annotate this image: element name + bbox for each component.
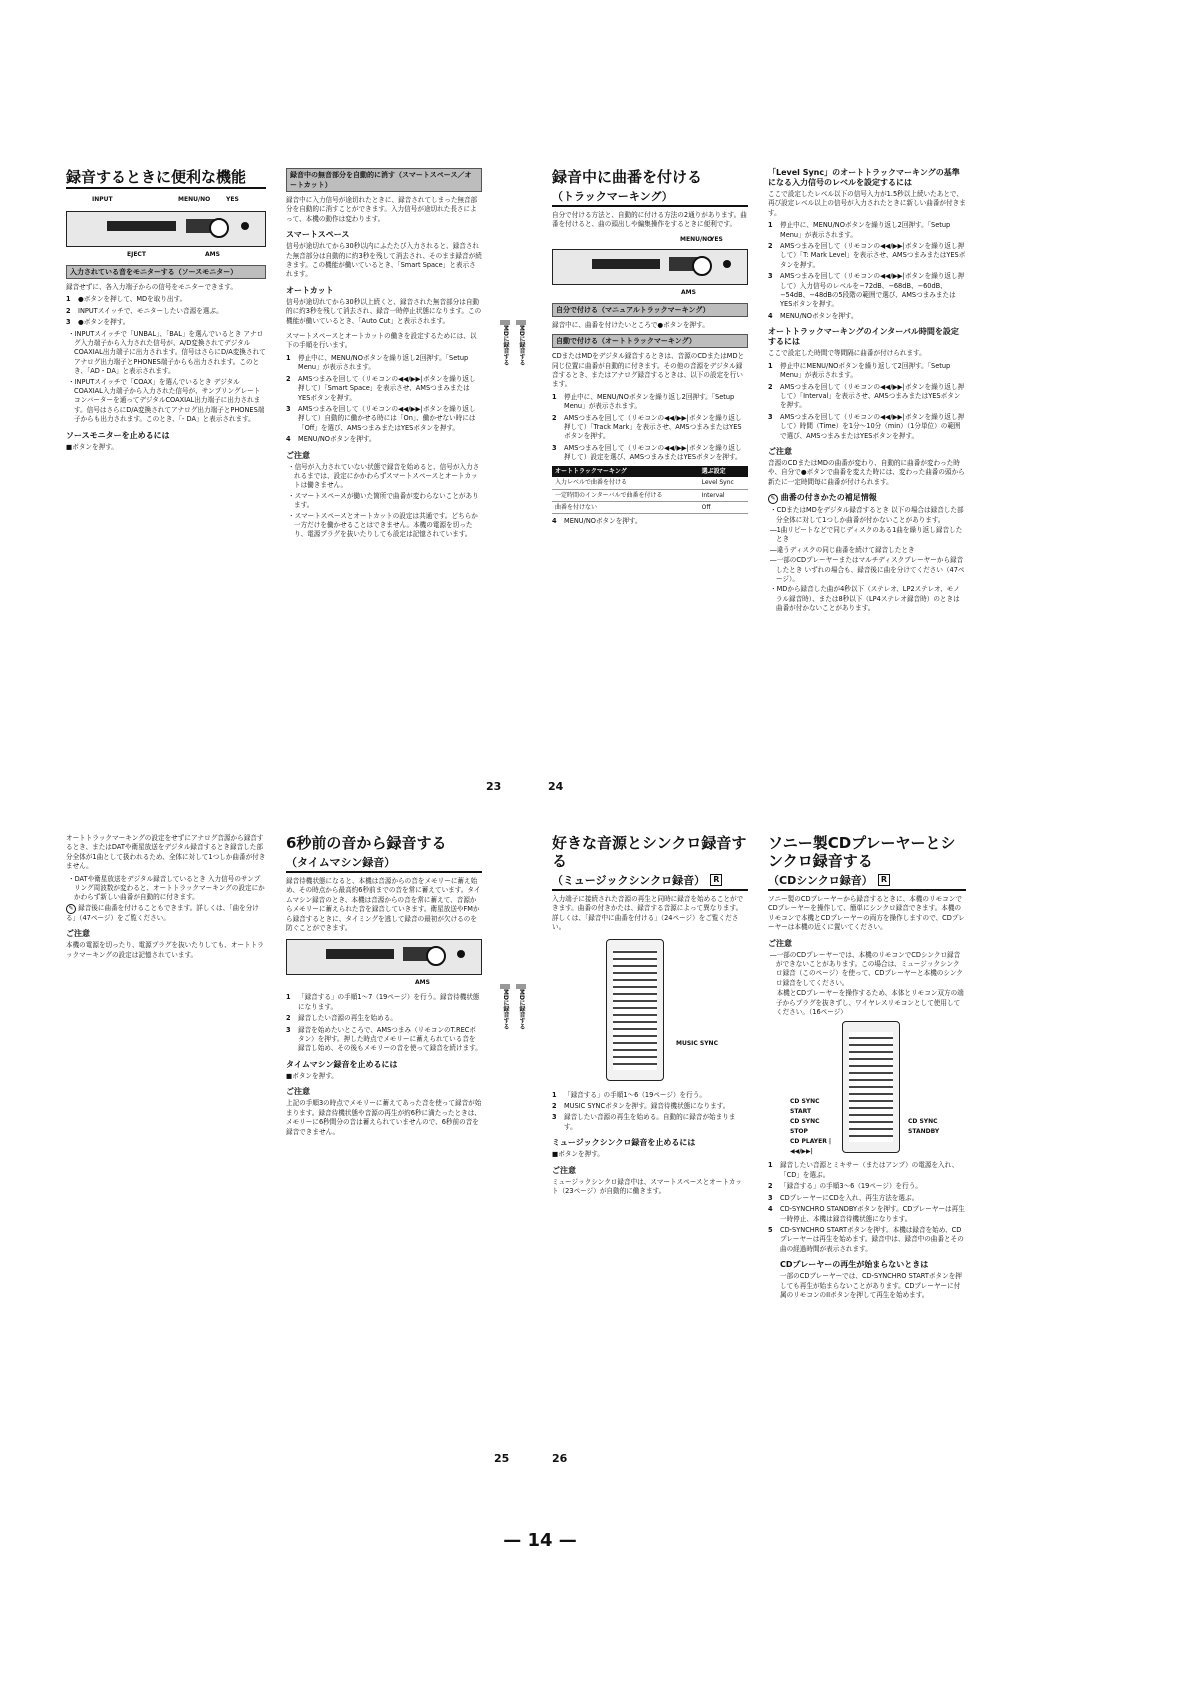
page-number: 25 bbox=[494, 1452, 510, 1465]
step: 2 MUSIC SYNCボタンを押す。録音待機状態になります。 bbox=[552, 1102, 730, 1111]
step: 1 「録音する」の手順1〜6（19ページ）を行う。 bbox=[552, 1090, 706, 1099]
step: 3 録音を始めたいところで、AMSつまみ（リモコンのT.RECボタン）を押す。押した時点でメモリーに蓄えられている音を録音し始め、その後もメモリーの音を使って録音を続けます。 bbox=[286, 1025, 482, 1053]
table-row: 入力レベルで曲番を付ける Level Sync bbox=[552, 477, 748, 489]
section-band: 録音中の無音部分を自動的に消す（スマートスペース／オートカット） bbox=[286, 168, 482, 192]
note-heading: ご注意 bbox=[552, 1165, 576, 1175]
step: 2 AMSつまみを回して（リモコンの◀◀/▶▶|ボタンを繰り返し押して）「T: Mark Level」を表示させ、AMSつまみまたはYESボタンを押す。 bbox=[768, 242, 966, 269]
p26-col-right bbox=[768, 834, 966, 1303]
body-text: ■ボタンを押す。 bbox=[552, 1150, 604, 1159]
page-title: 録音中に曲番を付ける （トラックマーキング） bbox=[552, 168, 748, 207]
step: 3 AMSつまみを回して（リモコンの◀◀/▶▶|ボタンを繰り返し押して）入力信号のレベルを−72dB、−68dB、−60dB、−54dB、−48dBの5段階の範囲で選び、AMSつまみまたはYESボタンを押す。 bbox=[768, 272, 965, 309]
subheading: CDプレーヤーの再生が始まらないときは bbox=[780, 1260, 929, 1270]
label-ams: AMS bbox=[415, 979, 430, 987]
side-tab: MDに録音する bbox=[516, 320, 526, 395]
bullet: ・INPUTスイッチで「COAX」を選んでいるとき デジタルCOAXIAL入力端子から入力された信号が、サンプリングレートコンバーターを通ってデジタルCOAXIAL出力端子に出力されます。信号はさらにD/A変換されてアナログ出力端子とPHONES端子からも出力されます。このとき、「- DA」と表示されます。 bbox=[68, 377, 265, 424]
p25-col-left bbox=[66, 834, 266, 963]
note-heading: ご注意 bbox=[286, 450, 310, 460]
tip: ―1曲リピートなどで同じディスクのある1曲を繰り返し録音したとき bbox=[770, 525, 963, 544]
step: 4 MENU/NOボタンを押す。 bbox=[768, 311, 858, 320]
step: 2 AMSつまみを回して（リモコンの◀◀/▶▶|ボタンを繰り返し押して）「Smart Space」を表示させ、AMSつまみまたはYESボタンを押す。 bbox=[286, 374, 476, 402]
device-illustration bbox=[66, 211, 266, 258]
label-yes: YES bbox=[226, 196, 239, 203]
section-band: 自分で付ける（マニュアルトラックマーキング） bbox=[552, 303, 748, 317]
table-row: 一定時間のインターバルで曲番を付ける Interval bbox=[552, 489, 748, 501]
body-text: ここで設定したレベル以下の信号入力が1.5秒以上続いたあとで、再び設定レベル以上の信号が入力されたときに新しい曲番が付きます。 bbox=[768, 190, 966, 217]
remote-illustration bbox=[842, 1021, 900, 1153]
subheading: オートトラックマーキングのインターバル時間を設定するには bbox=[768, 327, 959, 347]
note: ―一部のCDプレーヤーでは、本機のリモコンでCDシンクロ録音ができないことがあります。この場合は、ミュージックシンクロ録音（このページ）を使って、CDプレーヤーと本機のシンクロ録音をしてください。 bbox=[770, 950, 963, 987]
step: 2 AMSつまみを回して（リモコンの◀◀/▶▶|ボタンを繰り返し押して）「Track Mark」を表示させ、AMSつまみまたはYESボタンを押す。 bbox=[552, 413, 742, 441]
remote-illustration bbox=[606, 939, 664, 1081]
body-text: オートトラックマーキングの設定をせずにアナログ音源から録音するとき、またはDATや衛星放送をデジタル録音するとき録音した部分全体が1曲として扱われるため、全体に対して1つしか曲番が付きません。 bbox=[66, 834, 266, 871]
body-text: スマートスペースとオートカットの働きを設定するためには、以下の手順を行います。 bbox=[286, 332, 477, 350]
label-cd-sync-stop: CD SYNC STOP bbox=[790, 1118, 820, 1135]
subheading: 「Level Sync」のオートトラックマーキングの基準になる入力信号のレベルを設定するには bbox=[768, 168, 960, 187]
page-title: 好きな音源とシンクロ録音する （ミュージックシンクロ録音） R bbox=[552, 834, 748, 891]
device-illustration bbox=[552, 249, 748, 296]
bullet: ・INPUTスイッチで「UNBAL」、「BAL」を選んでいるとき アナログ入力端子から入力された信号が、A/D変換されてデジタルCOAXIAL出力端子に出力されます。信号はさらにD/A変換されてアナログ出力端子とPHONES端子からも出力されます。このとき、「AD・DA」と表示されます。 bbox=[68, 329, 266, 376]
p23-col-left bbox=[66, 168, 266, 455]
step: 3 録音したい音源の再生を始める。自動的に録音が始まります。 bbox=[552, 1113, 736, 1131]
body-text: ここで設定した時間で等間隔に曲番が付けられます。 bbox=[768, 349, 926, 358]
step: 4 MENU/NOボタンを押す。 bbox=[286, 435, 376, 444]
label-ams: AMS bbox=[205, 251, 220, 258]
step: 1 ●ボタンを押して、MDを取り出す。 bbox=[66, 295, 187, 304]
settings-table: オートトラックマーキング 選ぶ設定 入力レベルで曲番を付ける Level Sync 一定時間のインターバルで曲番を付ける Interval 曲番を付けない Off bbox=[552, 466, 748, 515]
subheading: タイムマシン録音を止めるには bbox=[286, 1059, 398, 1069]
step: 3 AMSつまみを回して（リモコンの◀◀/▶▶|ボタンを繰り返し押して）自動的に働かせる時には「On」、働かせない時には「Off」を選び、AMSつまみまたはYESボタンを押す。 bbox=[286, 404, 476, 432]
intro-text: 自分で付ける方法と、自動的に付ける方法の2通りがあります。曲番を付けると、曲の頭出しや編集操作をするときに便利です。 bbox=[552, 211, 747, 229]
p26-col-left bbox=[552, 834, 748, 1199]
tip-icon: ✎ bbox=[768, 494, 778, 504]
note: ・スマートスペースとオートカットの設定は共通です。どちらか一方だけを働かせることはできません。本機の電源を切ったり、電源プラグを抜いたりしても設定は記憶されています。 bbox=[288, 511, 478, 539]
body-text: 上記の手順3の時点でメモリーに蓄えてあった音を使って録音が始まります。録音待機状態や音源の再生が約6秒に満たったときは、メモリーに6秒間分の音は蓄えられていませんので、6秒前の音を録音できません。 bbox=[286, 1099, 482, 1136]
label-music-sync: MUSIC SYNC bbox=[676, 1039, 718, 1047]
step: 2 AMSつまみを回して（リモコンの◀◀/▶▶|ボタンを繰り返し押して）「Interval」を表示させ、AMSつまみまたはYESボタンを押す。 bbox=[768, 382, 965, 410]
step: 2 録音したい音源の再生を始める。 bbox=[286, 1014, 397, 1023]
side-tab: MDに録音する bbox=[516, 984, 526, 1059]
body-text: 信号が途切れてから30秒以内にふたたび入力されると、録音された無音部分は自動的に約3秒を残して消去され、そのまま録音が続きます。この機能が働いているとき、「Smart Space」と表示されます。 bbox=[286, 242, 482, 279]
device-illustration bbox=[286, 939, 482, 987]
body-text: 音源のCDまたはMDの曲番が変わり、自動的に曲番が変わった時や、自分で●ボタンで曲番を変えた時には、変わった曲番の頭から新たに一定時間毎に曲番が付けられます。 bbox=[768, 458, 965, 486]
note: ・スマートスペースが働いた箇所で曲番が変わらないことがあります。 bbox=[288, 491, 479, 510]
label-cd-player: CD PLAYER |◀◀/▶▶| bbox=[790, 1138, 832, 1155]
remote-only-icon: R bbox=[878, 874, 890, 886]
bullet: ・DATや衛星放送をデジタル録音しているとき 入力信号のサンプリング周波数が変わると、オートトラックマーキングの設定にかかわらず新しい曲番が自動的に付きます。 bbox=[68, 874, 265, 902]
tip: ・CDまたはMDをデジタル録音するとき 以下の場合は録音した部分全体に対して1つしか曲番が付かないことがあります。 bbox=[770, 506, 964, 524]
tip: ✎ 録音後に曲番を付けることもできます。詳しくは、「曲を分ける」（47ページ）をご覧ください。 bbox=[66, 903, 259, 922]
body-text: 信号が途切れてから30秒以上続くと、録音された無音部分は自動的に約3秒を残して消去され、録音一時停止状態になります。この機能が働いているとき、「Auto Cut」と表示されます。 bbox=[286, 297, 482, 325]
tip: ―違うディスクの同じ曲番を続けて録音したとき bbox=[770, 545, 915, 554]
footer-page-number: — 14 — bbox=[503, 1530, 577, 1551]
note: 本機とCDプレーヤーを操作するため、本体とリモコン双方の端子からプラグを抜きずし、ワイヤレスリモコンとして使用してください。（16ページ） bbox=[776, 989, 964, 1017]
subheading: スマートスペース bbox=[286, 230, 350, 240]
label-yes: YES bbox=[710, 235, 723, 243]
p24-col-left bbox=[552, 168, 748, 529]
p23-col-right bbox=[286, 168, 482, 541]
intro-text: 録音中に入力信号が途切れたときに、録音されてしまった無音部分を自動的に消すことができます。入力信号が途切れた長さによって、本機の動作は変わります。 bbox=[286, 196, 478, 223]
note: ・信号が入力されていない状態で録音を始めると、信号が入力されるまでは、設定にかかわらずスマートスペースとオートカットは働きません。 bbox=[288, 462, 480, 490]
step: 1 録音したい音源とミキサー（またはアンプ）の電源を入れ、「CD」を選ぶ。 bbox=[768, 1161, 959, 1179]
note-heading: ご注意 bbox=[66, 929, 90, 939]
note-heading: ご注意 bbox=[768, 446, 792, 456]
body-text: ■ボタンを押す。 bbox=[66, 442, 118, 451]
body-text: CDまたはMDをデジタル録音するときは、音源のCDまたはMDと同じ位置に曲番が自動的に付きます。その他の音源をデジタル録音するとき、またはアナログ録音するときは、以下の設定を行います。 bbox=[552, 352, 745, 389]
section-band: 自動で付ける（オートトラックマーキング） bbox=[552, 334, 748, 348]
page-number: 24 bbox=[548, 780, 564, 793]
remote-only-icon: R bbox=[710, 874, 722, 886]
side-tab: MDに録音する bbox=[500, 320, 510, 395]
page-title: 6秒前の音から録音する （タイムマシン録音） bbox=[286, 834, 482, 873]
label-cd-sync-start: CD SYNC START bbox=[790, 1098, 820, 1115]
body-text: 一部のCDプレーヤーでは、CD-SYNCHRO STARTボタンを押しても再生が始まらないことがあります。CDプレーヤーに付属のリモコンのIIボタンを押して再生を始めます。 bbox=[780, 1272, 962, 1299]
label-cd-sync-standby: CD SYNC STANDBY bbox=[908, 1118, 940, 1135]
body-text: ミュージックシンクロ録音中は、スマートスペースとオートカット（23ページ）が自動的に働きます。 bbox=[552, 1177, 742, 1196]
table-row: 曲番を付けない Off bbox=[552, 501, 748, 513]
p25-col-right bbox=[286, 834, 482, 1140]
section-band: 入力されている音をモニターする（ソースモニター） bbox=[66, 265, 266, 279]
tip-heading: ✎ 曲番の付きかたの補足情報 bbox=[768, 493, 966, 504]
step: 5 CD-SYNCHRO STARTボタンを押す。本機は録音を始め、CDプレーヤーは再生を始めます。録音中は、録音中の曲番とその曲の経過時間が表示されます。 bbox=[768, 1225, 964, 1253]
body-text: 録音中に、曲番を付けたいところで●ボタンを押す。 bbox=[552, 320, 709, 329]
step: 1 停止中に、MENU/NOボタンを繰り返し2回押す。「Setup Menu」が表示されます。 bbox=[768, 221, 951, 239]
side-tab: MDに録音する bbox=[500, 984, 510, 1059]
label-input: INPUT bbox=[92, 196, 113, 203]
intro-text: 録音待機状態になると、本機は音源からの音をメモリーに蓄え始め、その時点から最高約6秒前までの音を常に蓄えています。タイムマシン録音のとき、本機は音源からの音を常に蓄えて、音源からメモリーに蓄えられた音を録音していきます。衛星放送やFMから録音するときに、タイミングを逃して録音の最初が欠けるのを防ぐことができます。 bbox=[286, 877, 481, 933]
page-number: 26 bbox=[552, 1452, 568, 1465]
p24-col-right bbox=[768, 168, 966, 615]
tip-icon: ✎ bbox=[66, 904, 76, 914]
step: 1 「録音する」の手順1〜7（19ページ）を行う。録音待機状態になります。 bbox=[286, 993, 480, 1011]
step: 2 INPUTスイッチで、モニターしたい音源を選ぶ。 bbox=[66, 306, 223, 315]
subheading: オートカット bbox=[286, 285, 334, 295]
note-heading: ご注意 bbox=[286, 1087, 310, 1097]
page-number: 23 bbox=[486, 780, 502, 793]
label-menu: MENU/NO bbox=[680, 235, 713, 243]
page-title: 録音するときに便利な機能 bbox=[66, 168, 266, 189]
label-ams: AMS bbox=[681, 288, 696, 296]
step: 3 CDプレーヤーにCDを入れ、再生方法を選ぶ。 bbox=[768, 1193, 919, 1202]
step: 1 停止中に、MENU/NOボタンを繰り返し2回押す。「Setup Menu」が表示されます。 bbox=[552, 392, 735, 411]
body-text: 本機の電源を切ったり、電源プラグを抜いたりしても、オートトラックマーキングの設定は記憶されています。 bbox=[66, 941, 264, 959]
intro-text: 入力端子に接続された音源の再生と同時に録音を始めることができます。曲番の付きかたは、録音する音源によって異なります。詳しくは、「録音中に曲番を付ける」（24ページ）をご覧ください。 bbox=[552, 895, 744, 932]
label-eject: EJECT bbox=[127, 251, 146, 258]
subheading: ミュージックシンクロ録音を止めるには bbox=[552, 1138, 696, 1148]
step: 1 停止中に、MENU/NOボタンを繰り返し2回押す。「Setup Menu」が表示されます。 bbox=[286, 353, 469, 372]
step: 4 MENU/NOボタンを押す。 bbox=[552, 517, 642, 526]
step: 3 ●ボタンを押す。 bbox=[66, 318, 130, 327]
subheading: ソースモニターを止めるには bbox=[66, 430, 170, 440]
step: 3 AMSつまみを回して（リモコンの◀◀/▶▶|ボタンを繰り返し押して）設定を選び、AMSつまみまたはYESボタンを押す。 bbox=[552, 443, 742, 462]
step: 2 「録音する」の手順3〜6（19ページ）を行う。 bbox=[768, 1182, 922, 1191]
tip: ―一部のCDプレーヤーまたはマルチディスクプレーヤーから録音したとき いずれの場合も、録音後に曲を分けてください（47ページ）。 bbox=[770, 556, 965, 583]
intro-text: ソニー製のCDプレーヤーから録音するときに、本機のリモコンでCDプレーヤーを操作して、簡単にシンクロ録音できます。本機のリモコンで本機とCDプレーヤーの両方を操作しますので、CDプレーヤーは本機の近くに置いてください。 bbox=[768, 895, 965, 932]
note-heading: ご注意 bbox=[768, 938, 792, 948]
intro-text: 録音せずに、各入力端子からの信号をモニターできます。 bbox=[66, 283, 237, 291]
tip: ・MDから録音した曲が4秒以下（ステレオ、LP2ステレオ、モノラル録音時）、または8秒以下（LP4ステレオ録音時）のときは曲番が付かないことがあります。 bbox=[770, 585, 960, 613]
page-title: ソニー製CDプレーヤーとシンクロ録音する （CDシンクロ録音） R bbox=[768, 834, 966, 891]
step: 3 AMSつまみを回して（リモコンの◀◀/▶▶|ボタンを繰り返し押して）時間（Time）を1分〜10分（min）（1分単位）の範囲で選び、AMSつまみまたはYESボタンを押す。 bbox=[768, 412, 965, 440]
body-text: ■ボタンを押す。 bbox=[286, 1071, 338, 1080]
label-menu: MENU/NO bbox=[178, 196, 211, 203]
step: 4 CD-SYNCHRO STANDBYボタンを押す。CDプレーヤーは再生一時停止、本機は録音待機状態になります。 bbox=[768, 1205, 965, 1223]
step: 1 停止中にMENU/NOボタンを繰り返して2回押す。「Setup Menu」が表示されます。 bbox=[768, 361, 951, 380]
